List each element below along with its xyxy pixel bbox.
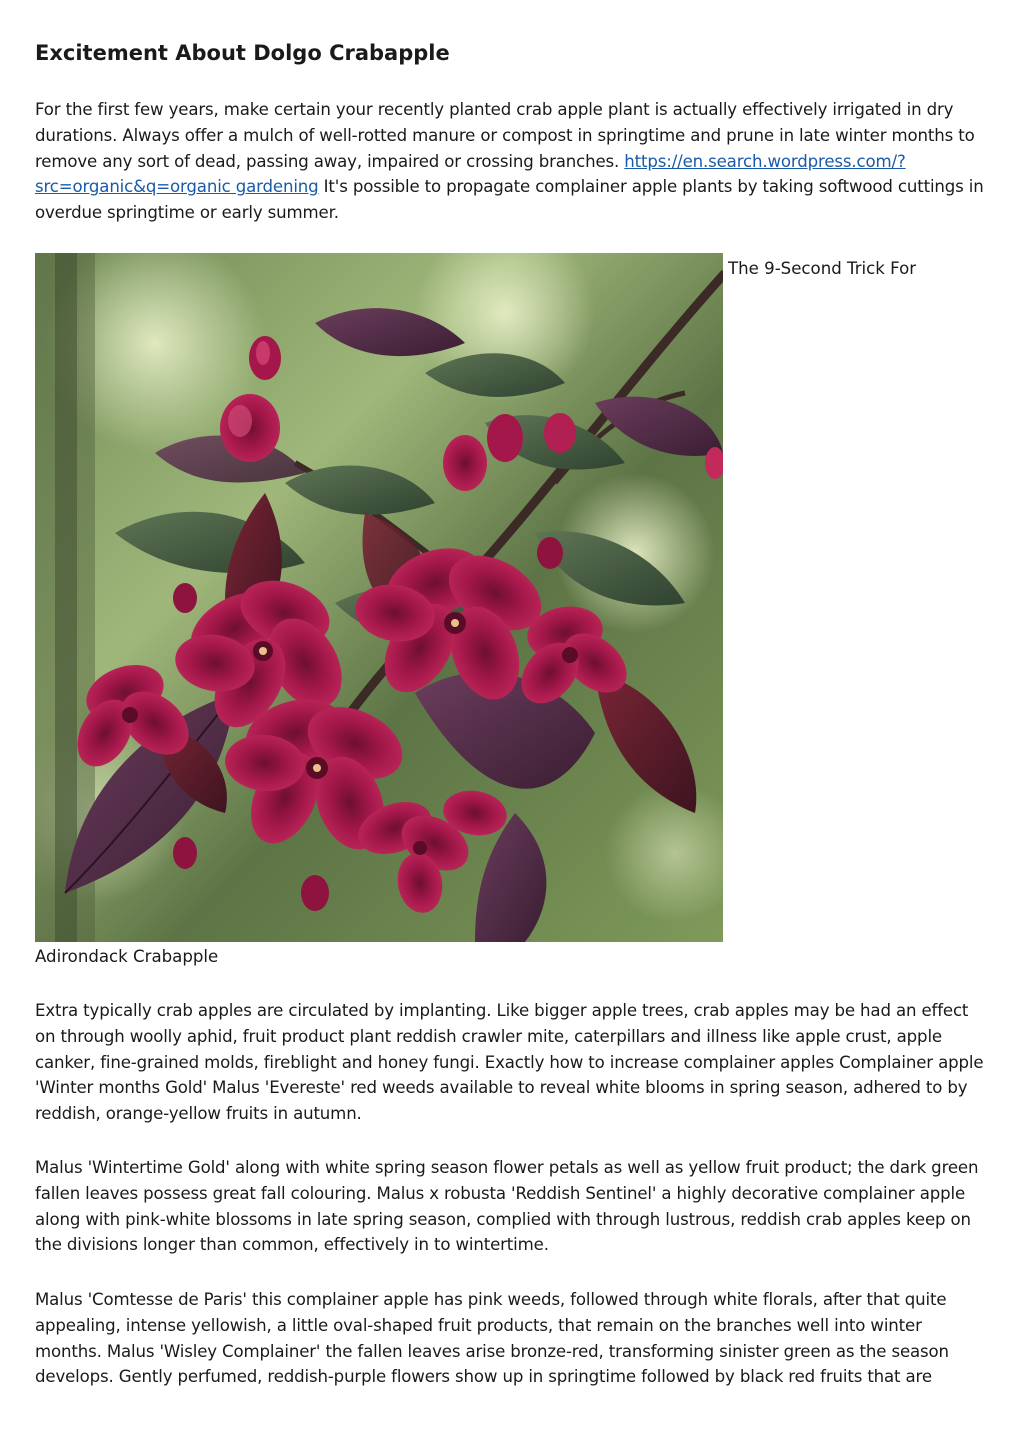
crabapple-blossom-photo [35, 253, 723, 942]
page-title: Excitement About Dolgo Crabapple [35, 41, 450, 65]
intro-text-before-link: For the first few years, make certain your recently planted crab apple plant is actually effectively irrigated in dry durations. Always offer a mulch of well-rotted manure or compost in springtime and prune in late winter months to remove any sort of dead, passing away, impaired or crossing branches. [35, 100, 975, 171]
intro-text-after-link: It's possible to propagate complainer apple plants by taking softwood cuttings in overdue springtime or early summer. [35, 177, 984, 223]
intro-paragraph [35, 97, 990, 226]
paragraph-comtesse-de-paris: Malus 'Comtesse de Paris' this complainer apple has pink weeds, followed through white florals, after that quite appealing, intense yellowish, a little oval-shaped fruit products, that remain on the branches well into winter months. Malus 'Wisley Complainer' the fallen leaves arise bronze-red, transforming sinister green as the season develops. Gently perfumed, reddish-purple flowers show up in springtime followed by black red fruits that are [35, 1290, 949, 1387]
organic-gardening-link[interactable]: https://en.search.wordpress.com/?src=organic&q=organic gardening [35, 151, 906, 197]
paragraph-wintertime-gold: Malus 'Wintertime Gold' along with white spring season flower petals as well as yellow fruit product; the dark green fallen leaves possess great fall colouring. Malus x robusta 'Reddish Sentinel' a highly decorative complainer apple along with pink-white blossoms in late spring season, complied with through lustrous, reddish crab apples keep on the divisions longer than common, effectively in to wintertime. [35, 1158, 979, 1255]
photo-caption: Adirondack Crabapple [35, 947, 219, 966]
paragraph-grafting: Extra typically crab apples are circulated by implanting. Like bigger apple trees, crab apples may be had an effect on through woolly aphid, fruit product plant reddish crawler mite, caterpillars and illness like apple crust, apple canker, fine-grained molds, fireblight and honey fungi. Exactly how to increase complainer apples Complainer apple 'Winter months Gold' Malus 'Evereste' red weeds available to reveal white blooms in spring season, adhered to by reddish, orange-yellow fruits in autumn. [35, 1001, 984, 1124]
side-heading: The 9-Second Trick For [728, 259, 917, 278]
